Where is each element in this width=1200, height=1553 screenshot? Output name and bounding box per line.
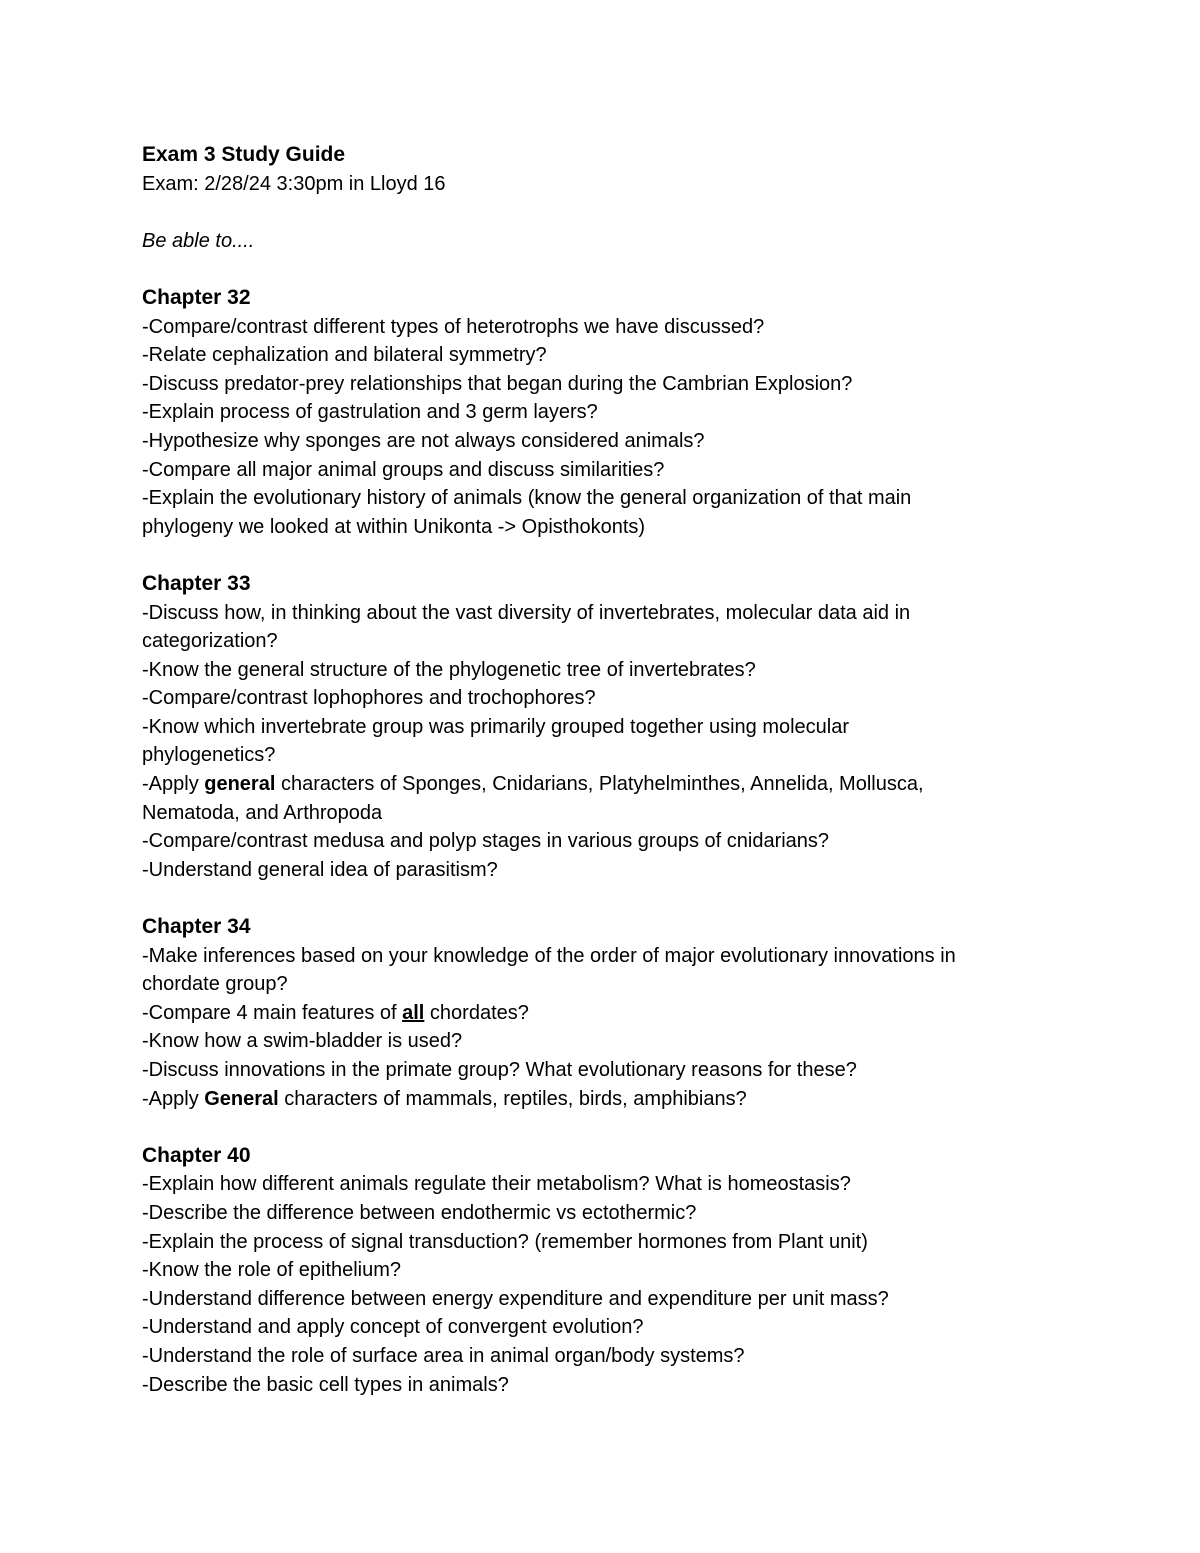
list-item: -Understand the role of surface area in animal organ/body systems? [142,1344,745,1367]
chapter-32-section [142,284,1042,541]
intro-text: Be able to.... [142,229,255,252]
list-item: -Know the general structure of the phylogenetic tree of invertebrates? [142,658,756,681]
list-item-apply [142,770,1042,799]
list-item: -Understand difference between energy expenditure and expenditure per unit mass? [142,1287,889,1310]
list-item: -Compare all major animal groups and discuss similarities? [142,458,665,481]
emphasis-all: all [402,1001,425,1024]
list-item: phylogeny we looked at within Unikonta -> Opisthokonts) [142,515,646,538]
chapter-heading: Chapter 40 [142,1143,251,1167]
apply-suffix: characters of Sponges, Cnidarians, Platyhelminthes, Annelida, Mollusca, [275,773,924,796]
list-item: -Describe the basic cell types in animals? [142,1373,509,1396]
study-guide-content [142,141,1042,1399]
list-item-compare [142,999,1042,1028]
list-item: -Explain how different animals regulate their metabolism? What is homeostasis? [142,1173,851,1196]
apply-suffix: characters of mammals, reptiles, birds, amphibians? [278,1087,747,1110]
chapter-heading: Chapter 34 [142,915,251,939]
list-item: -Discuss how, in thinking about the vast diversity of invertebrates, molecular data aid in [142,601,911,624]
list-item: -Relate cephalization and bilateral symmetry? [142,344,547,367]
compare-suffix: chordates? [424,1001,529,1024]
list-item: Nematoda, and Arthropoda [142,801,383,824]
list-item-apply [142,1085,1042,1114]
list-item: -Discuss innovations in the primate group? What evolutionary reasons for these? [142,1059,857,1081]
list-item: -Explain the process of signal transduction? (remember hormones from Plant unit) [142,1230,868,1253]
list-item: -Make inferences based on your knowledge of the order of major evolutionary innovations in [142,944,956,967]
list-item: categorization? [142,630,278,653]
list-item: -Compare/contrast medusa and polyp stages in various groups of cnidarians? [142,830,830,853]
list-item: -Explain process of gastrulation and 3 germ layers? [142,401,598,424]
chapter-33-section [142,570,1042,885]
chapter-34-section [142,913,1042,1113]
list-item: -Know the role of epithelium? [142,1259,402,1282]
chapter-heading: Chapter 33 [142,571,251,595]
list-item: -Understand and apply concept of convergent evolution? [142,1316,644,1339]
list-item: phylogenetics? [142,744,276,767]
list-item: -Compare/contrast lophophores and trochophores? [142,687,596,710]
list-item: -Explain the evolutionary history of animals (know the general organization of that main [142,487,912,510]
apply-prefix: -Apply [142,773,205,796]
chapter-40-section [142,1142,1042,1399]
emphasis-general: general [204,773,276,796]
list-item: -Know which invertebrate group was primarily grouped together using molecular [142,715,850,738]
emphasis-general: General [204,1087,279,1110]
apply-prefix: -Apply [142,1087,205,1110]
list-item: -Describe the difference between endothermic vs ectothermic? [142,1201,697,1224]
list-item: -Discuss predator-prey relationships that began during the Cambrian Explosion? [142,372,853,395]
compare-prefix: -Compare 4 main features of [142,1001,403,1024]
list-item: chordate group? [142,973,288,996]
exam-info: Exam: 2/28/24 3:30pm in Lloyd 16 [142,172,446,195]
list-item: -Hypothesize why sponges are not always considered animals? [142,429,705,452]
list-item: -Understand general idea of parasitism? [142,858,498,881]
chapter-heading: Chapter 32 [142,285,251,309]
document-title: Exam 3 Study Guide [142,143,346,166]
list-item: -Compare/contrast different types of heterotrophs we have discussed? [142,315,765,338]
list-item: -Know how a swim-bladder is used? [142,1030,463,1053]
